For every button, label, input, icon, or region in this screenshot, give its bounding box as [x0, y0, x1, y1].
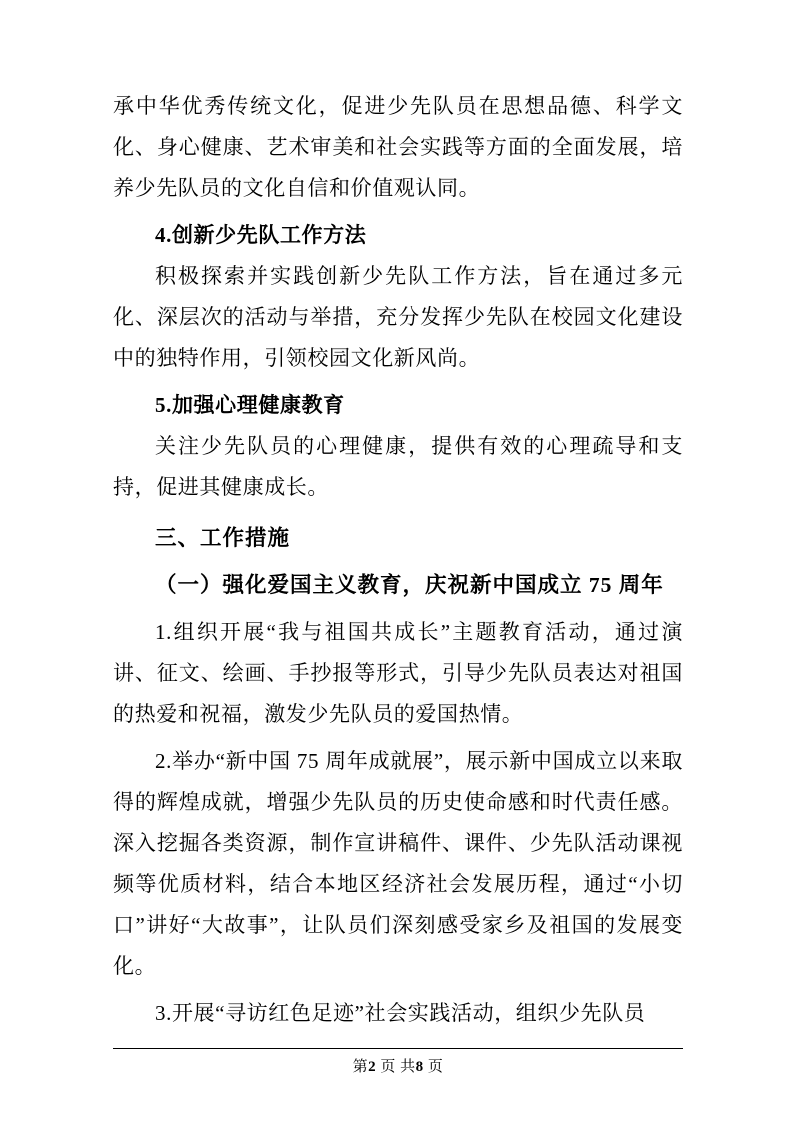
paragraph-item-5-body: 关注少先队员的心理健康，提供有效的心理疏导和支持，促进其健康成长。 — [113, 434, 683, 499]
footer-current-page: 2 — [368, 1059, 377, 1075]
footer-prefix: 第 — [352, 1059, 369, 1075]
page-body — [113, 86, 683, 1034]
paragraph-measure-1: 1.组织开展“我与祖国共成长”主题教育活动，通过演讲、征文、绘画、手抄报等形式，引导少先队员表达对祖国的热爱和祝福，激发少先队员的爱国热情。 — [113, 620, 683, 726]
block-spacer — [113, 508, 683, 518]
heading-item-4: 4.创新少先队工作方法 — [155, 223, 367, 247]
paragraph-measure-3: 3.开展“寻访红色足迹”社会实践活动，组织少先队员 — [155, 1001, 646, 1025]
heading-item-5: 5.加强心理健康教育 — [155, 393, 345, 417]
heading-section-three: 三、工作措施 — [155, 526, 291, 550]
paragraph-measure-2: 2.举办“新中国 75 周年成就展”，展示新中国成立以来取得的辉煌成就，增强少先队员的历史使命感和时代责任感。深入挖掘各类资源，制作宣讲稿件、课件、少先队活动课视频等优质材料，结合本地区经济社会发展历程，通过“小切口”讲好“大故事”，让队员们深刻感受家乡及祖国的发展变化。 — [113, 749, 683, 978]
footer-suffix: 页 — [427, 1059, 444, 1075]
page-footer — [113, 1048, 683, 1076]
footer-middle: 页 共 — [380, 1059, 416, 1075]
paragraph-item-4-body: 积极探索并实践创新少先队工作方法，旨在通过多元化、深层次的活动与举措，充分发挥少先队在校园文化建设中的独特作用，引领校园文化新风尚。 — [113, 264, 683, 370]
paragraph-continued: 承中华优秀传统文化，促进少先队员在思想品德、科学文化、身心健康、艺术审美和社会实践等方面的全面发展，培养少先队员的文化自信和价值观认同。 — [113, 94, 683, 200]
heading-subsection-one: （一）强化爱国主义教育，庆祝新中国成立 75 周年 — [155, 573, 664, 597]
footer-total-pages: 8 — [415, 1059, 424, 1075]
